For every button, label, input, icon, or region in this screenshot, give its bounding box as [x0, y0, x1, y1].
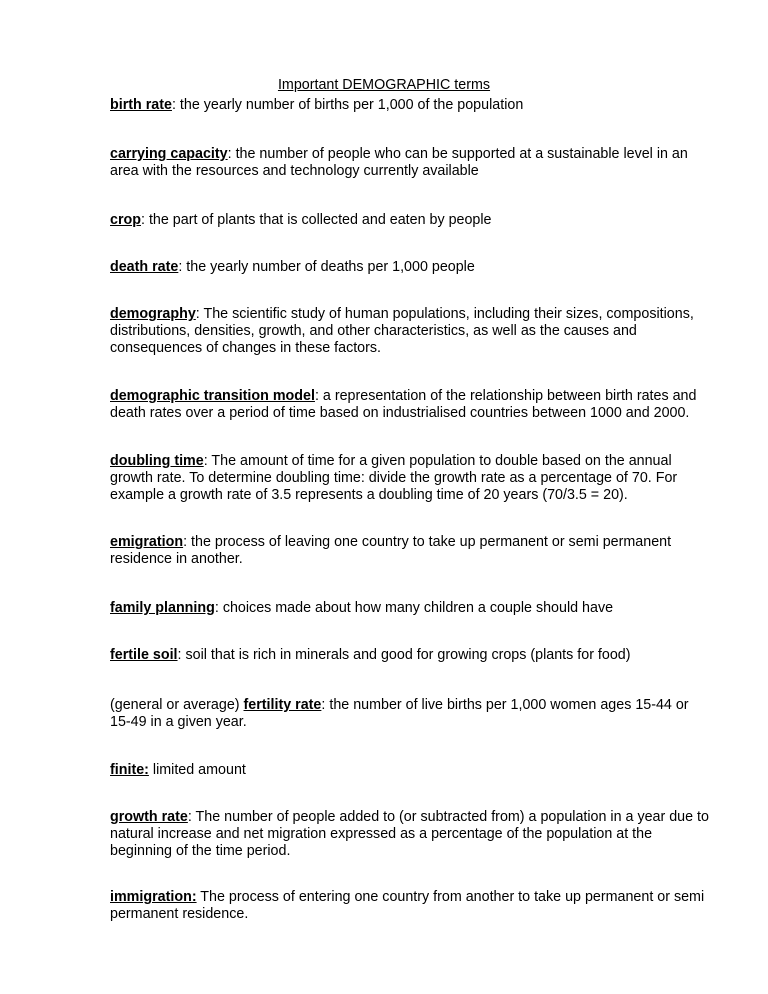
glossary-entry [110, 600, 690, 617]
definition-line: the yearly number of deaths per 1,000 people [182, 259, 475, 275]
term-separator: : [177, 647, 182, 663]
glossary-entry [110, 534, 690, 568]
term-separator: : [214, 600, 219, 616]
definition-line: soil that is rich in minerals and good for growing crops (plants for food) [181, 647, 631, 663]
term-separator: : [171, 97, 176, 113]
glossary-entry [110, 306, 694, 357]
glossary-term: death rate [110, 259, 179, 275]
definition-line: The number of people added to (or subtracted from) a population in a year due to [191, 809, 709, 825]
definition-line: example a growth rate of 3.5 represents a doubling time of 20 years (70/3.5 = 20). [110, 487, 628, 503]
glossary-term: carrying capacity [110, 146, 228, 162]
definition-line: natural increase and net migration expressed as a percentage of the population at the [110, 826, 653, 842]
glossary-term: finite: [110, 762, 149, 778]
term-separator: : [140, 212, 145, 228]
definition-line: The amount of time for a given population to double based on the annual [207, 453, 672, 469]
definition-line: permanent residence. [110, 906, 249, 922]
term-separator: : [203, 453, 208, 469]
definition-line: 15-49 in a given year. [110, 714, 247, 730]
definition-line: choices made about how many children a couple should have [218, 600, 614, 616]
glossary-term: immigration: [110, 889, 197, 905]
term-separator: : [321, 697, 326, 713]
glossary-term: crop [110, 212, 141, 228]
page-title: Important DEMOGRAPHIC terms [277, 77, 491, 93]
glossary-entry [110, 453, 690, 504]
glossary-term: fertile soil [110, 647, 178, 663]
glossary-entry [110, 697, 690, 731]
definition-line: growth rate. To determine doubling time: divide the growth rate as a percentage of 70. For [110, 470, 678, 486]
glossary-entry [110, 212, 690, 229]
definition-line: The process of entering one country from another to take up permanent or semi [196, 889, 705, 905]
glossary-entry [110, 809, 709, 860]
glossary-entry [110, 97, 690, 114]
glossary-entry [110, 647, 690, 664]
definition-line: the yearly number of births per 1,000 of the population [175, 97, 524, 113]
glossary-term: demographic transition model [110, 388, 315, 404]
glossary-term: growth rate [110, 809, 188, 825]
glossary-term: fertility rate [243, 697, 322, 713]
definition-line: beginning of the time period. [110, 843, 291, 859]
definition-line: the number of live births per 1,000 women ages 15-44 or [325, 697, 689, 713]
definition-line: The scientific study of human populations, including their sizes, compositions, [199, 306, 694, 322]
entry-prefix: (general or average) [110, 697, 244, 713]
glossary-entry [110, 259, 690, 276]
term-separator: : [178, 259, 183, 275]
definition-line: the process of leaving one country to take up permanent or semi permanent [187, 534, 672, 550]
definition-line: limited amount [148, 762, 246, 778]
glossary-term: emigration [110, 534, 184, 550]
term-separator: : [227, 146, 232, 162]
glossary-entry [110, 146, 690, 180]
glossary-entry [110, 762, 690, 779]
definition-line: death rates over a period of time based on industrialised countries between 1000 and 2000. [110, 405, 690, 421]
term-separator: : [187, 809, 192, 825]
definition-line: the part of plants that is collected and eaten by people [144, 212, 492, 228]
definition-line: the number of people who can be supported at a sustainable level in an [231, 146, 688, 162]
term-separator: : [314, 388, 319, 404]
term-separator: : [183, 534, 188, 550]
glossary-entry [110, 889, 705, 923]
definition-line: distributions, densities, growth, and other characteristics, as well as the causes and [110, 323, 637, 339]
definition-line: a representation of the relationship between birth rates and [318, 388, 697, 404]
glossary-term: demography [110, 306, 196, 322]
definition-line: consequences of changes in these factors. [110, 340, 382, 356]
definition-line: area with the resources and technology currently available [110, 163, 479, 179]
definition-line: residence in another. [110, 551, 243, 567]
glossary-entry [110, 388, 697, 422]
glossary-term: family planning [110, 600, 215, 616]
term-separator: : [195, 306, 200, 322]
glossary-term: doubling time [110, 453, 204, 469]
glossary-term: birth rate [110, 97, 172, 113]
